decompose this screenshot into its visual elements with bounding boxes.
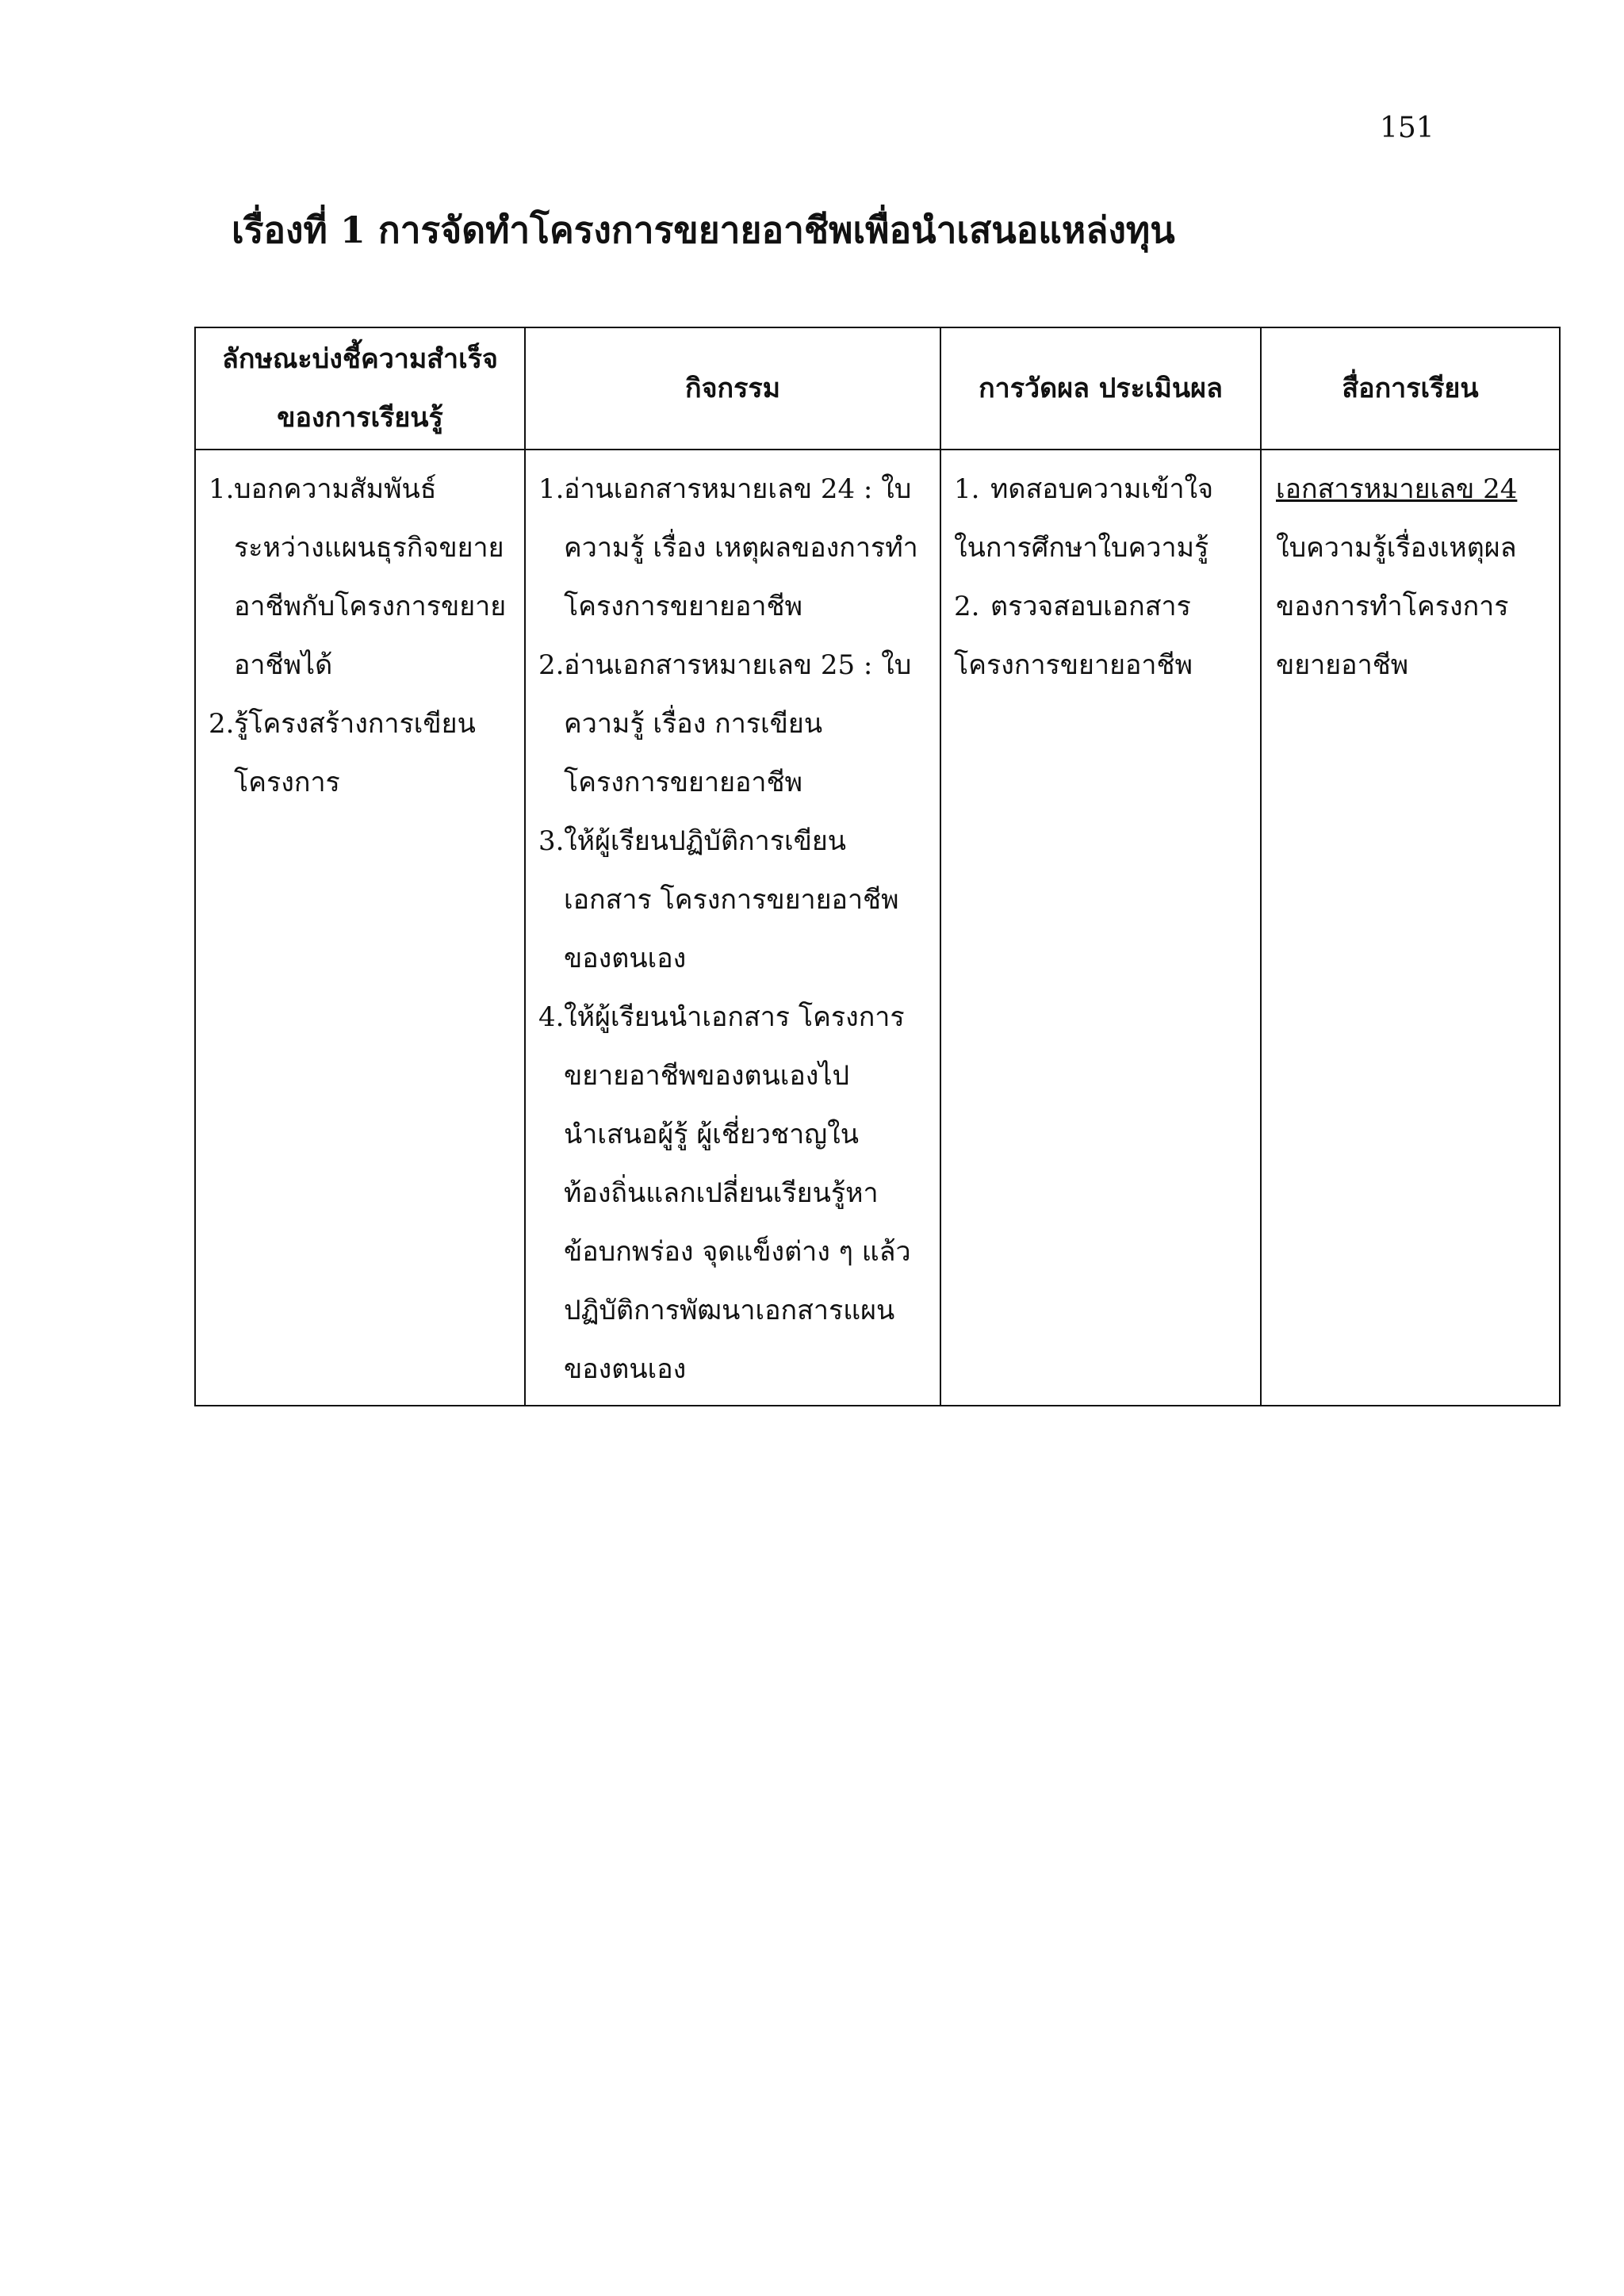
indicators-list (196, 460, 524, 812)
item-number: 2. (209, 708, 235, 740)
item-number: 2. (538, 649, 565, 681)
media-line: ขยายอาชีพ (1276, 649, 1409, 681)
item-line: อ่านเอกสารหมายเลข 24 : ใบ (564, 473, 912, 505)
header-evaluation: การวัดผล ประเมินผล (940, 327, 1261, 450)
item-line: อาชีพได้ (234, 649, 333, 681)
item-line: ของตนเอง (564, 1353, 687, 1385)
list-item (941, 460, 1260, 577)
item-line: โครงการขยายอาชีพ (954, 649, 1193, 681)
table-header-row (195, 327, 1560, 450)
media-document-reference: เอกสารหมายเลข 24 (1276, 473, 1518, 505)
activities-list (526, 460, 940, 1399)
item-number: 2. (954, 591, 980, 622)
item-number: 3. (538, 825, 565, 857)
item-line: บอกความสัมพันธ์ (234, 473, 437, 505)
item-line: ระหว่างแผนธุรกิจขยาย (234, 532, 504, 564)
item-line: โครงการ (234, 767, 340, 798)
list-item (941, 577, 1260, 695)
item-line: ปฏิบัติการพัฒนาเอกสารแผน (564, 1295, 895, 1326)
item-line: ทดสอบความเข้าใจ (990, 473, 1214, 505)
item-line: ในการศึกษาใบความรู้ (954, 532, 1209, 564)
list-item (538, 460, 929, 636)
item-line: ตรวจสอบเอกสาร (990, 591, 1191, 622)
indicators-cell (195, 450, 525, 1406)
item-line: รู้โครงสร้างการเขียน (234, 708, 476, 740)
item-line: โครงการขยายอาชีพ (564, 591, 802, 622)
item-line: ขยายอาชีพของตนเองไป (564, 1060, 850, 1092)
item-line: ของตนเอง (564, 943, 687, 974)
table-row (195, 450, 1560, 1406)
item-line: ความรู้ เรื่อง เหตุผลของการทำ (564, 532, 918, 564)
header-indicators-line2: ของการเรียนรู้ (277, 402, 443, 434)
item-line: ข้อบกพร่อง จุดแข็งต่าง ๆ แล้ว (564, 1236, 911, 1268)
page-number: 151 (1380, 112, 1434, 144)
header-media: สื่อการเรียน (1261, 327, 1560, 450)
list-item (538, 988, 929, 1399)
item-line: ความรู้ เรื่อง การเขียน (564, 708, 823, 740)
list-item (209, 460, 513, 695)
header-indicators-line1: ลักษณะบ่งชี้ความสำเร็จ (222, 343, 498, 375)
media-content (1262, 460, 1559, 695)
list-item (538, 812, 929, 988)
item-line: ท้องถิ่นแลกเปลี่ยนเรียนรู้หา (564, 1177, 879, 1209)
lesson-plan-table (194, 327, 1561, 1406)
item-number: 1. (954, 473, 980, 505)
item-line: เอกสาร โครงการขยายอาชีพ (564, 884, 899, 916)
item-line: อาชีพกับโครงการขยาย (234, 591, 507, 622)
item-line: ให้ผู้เรียนปฏิบัติการเขียน (564, 825, 847, 857)
activities-cell (525, 450, 940, 1406)
page-title: เรื่องที่ 1 การจัดทำโครงการขยายอาชีพเพื่อนำเสนอแหล่งทุน (232, 209, 1175, 251)
header-indicators (195, 327, 525, 450)
list-item (538, 636, 929, 812)
item-number: 1. (209, 473, 235, 505)
media-line: ใบความรู้เรื่องเหตุผล (1276, 532, 1517, 564)
media-cell (1261, 450, 1560, 1406)
list-item (209, 695, 513, 812)
media-line: ของการทำโครงการ (1276, 591, 1509, 622)
evaluation-cell (940, 450, 1261, 1406)
item-line: อ่านเอกสารหมายเลข 25 : ใบ (564, 649, 912, 681)
header-activities: กิจกรรม (525, 327, 940, 450)
item-line: ให้ผู้เรียนนำเอกสาร โครงการ (564, 1001, 905, 1033)
item-number: 4. (538, 1001, 565, 1033)
item-number: 1. (538, 473, 565, 505)
item-line: โครงการขยายอาชีพ (564, 767, 802, 798)
item-line: นำเสนอผู้รู้ ผู้เชี่ยวชาญใน (564, 1119, 859, 1150)
